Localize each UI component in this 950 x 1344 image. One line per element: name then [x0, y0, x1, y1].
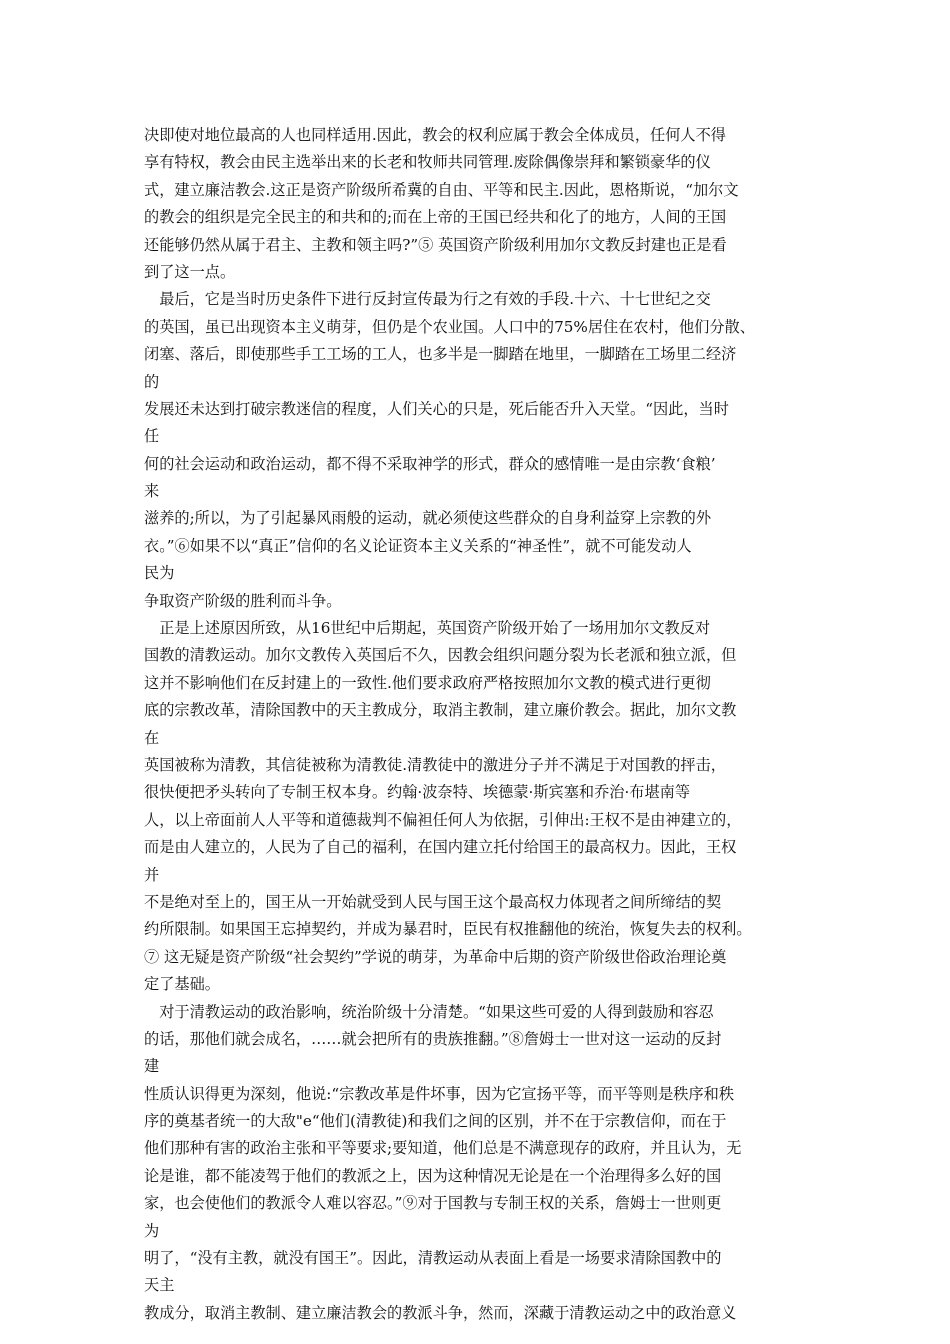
- text-line: 底的宗教改革，清除国教中的天主教成分，取消主教制，建立廉价教会。据此，加尔文教: [144, 701, 737, 720]
- text-line: 还能够仍然从属于君主、主教和领主吗?”⑤ 英国资产阶级利用加尔文教反封建也正是看: [144, 235, 727, 254]
- text-line: 定了基础。: [144, 975, 220, 994]
- text-line: 式，建立廉洁教会.这正是资产阶级所希冀的自由、平等和民主.因此，恩格斯说，“加尔文: [144, 180, 739, 199]
- text-line: 的话，那他们就会成名，……就会把所有的贵族推翻。”⑧詹姆士一世对这一运动的反封: [144, 1029, 722, 1048]
- text-line: 序的奠基者统一的大敌"e“他们(清教徒)和我们之间的区别，并不在于宗教信仰，而在于: [144, 1112, 727, 1131]
- text-line: 对于清教运动的政治影响，统治阶级十分清楚。“如果这些可爱的人得到鼓励和容忍: [144, 1002, 714, 1021]
- text-line: 而是由人建立的，人民为了自己的福利，在国内建立托付给国王的最高权力。因此，王权: [144, 838, 737, 857]
- text-line: 并: [144, 865, 160, 884]
- text-line: 不是绝对至上的，国王从一开始就受到人民与国王这个最高权力体现者之间所缔结的契: [144, 892, 722, 911]
- text-line: 来: [144, 482, 160, 501]
- text-line: 任: [144, 427, 160, 446]
- text-line: 的教会的组织是完全民主的和共和的;而在上帝的王国已经共和化了的地方，人间的王国: [144, 208, 727, 227]
- text-line: 天主: [144, 1276, 175, 1295]
- text-line: 衣。”⑥如果不以“真正”信仰的名义论证资本主义关系的“神圣性”，就不可能发动人: [144, 536, 692, 555]
- text-line: 的英国，虽已出现资本主义萌芽，但仍是个农业国。人口中的75%居住在农村，他们分散、: [144, 317, 755, 336]
- text-line: 国教的清教运动。加尔文教传入英国后不久，因教会组织问题分裂为长老派和独立派，但: [144, 646, 737, 665]
- text-line: 争取资产阶级的胜利而斗争。: [144, 591, 342, 610]
- text-line: 滋养的;所以，为了引起暴风雨般的运动，就必须使这些群众的自身利益穿上宗教的外: [144, 509, 712, 528]
- text-line: 英国被称为清教，其信徒被称为清教徒.清教徒中的激进分子并不满足于对国教的抨击，: [144, 755, 726, 774]
- text-line: 为: [144, 1221, 160, 1240]
- text-line: 明了，“没有主教，就没有国王”。因此，清教运动从表面上看是一场要求清除国教中的: [144, 1249, 722, 1268]
- text-line: 教成分，取消主教制、建立廉洁教会的教派斗争，然而，深藏于清教运动之中的政治意义: [144, 1303, 737, 1322]
- text-line: 决即使对地位最高的人也同样适用.因此，教会的权利应属于教会全体成员，任何人不得: [144, 126, 726, 144]
- text-line: 民为: [144, 564, 175, 583]
- text-line: 发展还未达到打破宗教迷信的程度，人们关心的只是，死后能否升入天堂。“因此，当时: [144, 399, 729, 418]
- text-line: 何的社会运动和政治运动，都不得不采取神学的形式，群众的感情唯一是由宗教‘食粮’: [144, 454, 716, 473]
- text-line: 这并不影响他们在反封建上的一致性.他们要求政府严格按照加尔文教的模式进行更彻: [144, 673, 711, 692]
- text-line: 他们那种有害的政治主张和平等要求;要知道，他们总是不满意现存的政府，并且认为，无: [144, 1139, 742, 1158]
- text-line: 闭塞、落后，即使那些手工工场的工人，也多半是一脚踏在地里，一脚踏在工场里二经济: [144, 345, 737, 364]
- text-line: 人，以上帝面前人人平等和道德裁判不偏袒任何人为依据，引伸出:王权不是由神建立的，: [144, 810, 742, 829]
- body-text: [144, 122, 814, 1327]
- text-line: 最后，它是当时历史条件下进行反封宣传最为行之有效的手段.十六、十七世纪之交: [144, 290, 711, 309]
- text-line: 建: [144, 1057, 160, 1076]
- text-line: 的: [144, 372, 160, 391]
- text-line: 很快便把矛头转向了专制王权本身。约翰·波奈特、埃德蒙·斯宾塞和乔治·布堪南等: [144, 783, 691, 802]
- text-line: 到了这一点。: [144, 262, 236, 281]
- text-line: ⑦ 这无疑是资产阶级“社会契约”学说的萌芽，为革命中后期的资产阶级世俗政治理论奠: [144, 947, 727, 966]
- text-line: 正是上述原因所致，从16世纪中后期起，英国资产阶级开始了一场用加尔文教反对: [144, 619, 711, 638]
- text-line: 家，也会使他们的教派令人难以容忍。”⑨对于国教与专制王权的关系，詹姆士一世则更: [144, 1194, 722, 1213]
- text-line: 在: [144, 728, 160, 747]
- text-line: 享有特权，教会由民主选举出来的长老和牧师共同管理.废除偶像崇拜和繁锁豪华的仪: [144, 153, 711, 172]
- text-line: 性质认识得更为深刻，他说:“宗教改革是件坏事，因为它宣扬平等，而平等则是秩序和秩: [144, 1084, 735, 1103]
- text-line: 约所限制。如果国王忘掉契约，并成为暴君时，臣民有权推翻他的统治，恢复失去的权利。: [144, 920, 752, 939]
- text-line: 论是谁，都不能凌驾于他们的教派之上，因为这种情况无论是在一个治理得多么好的国: [144, 1166, 722, 1185]
